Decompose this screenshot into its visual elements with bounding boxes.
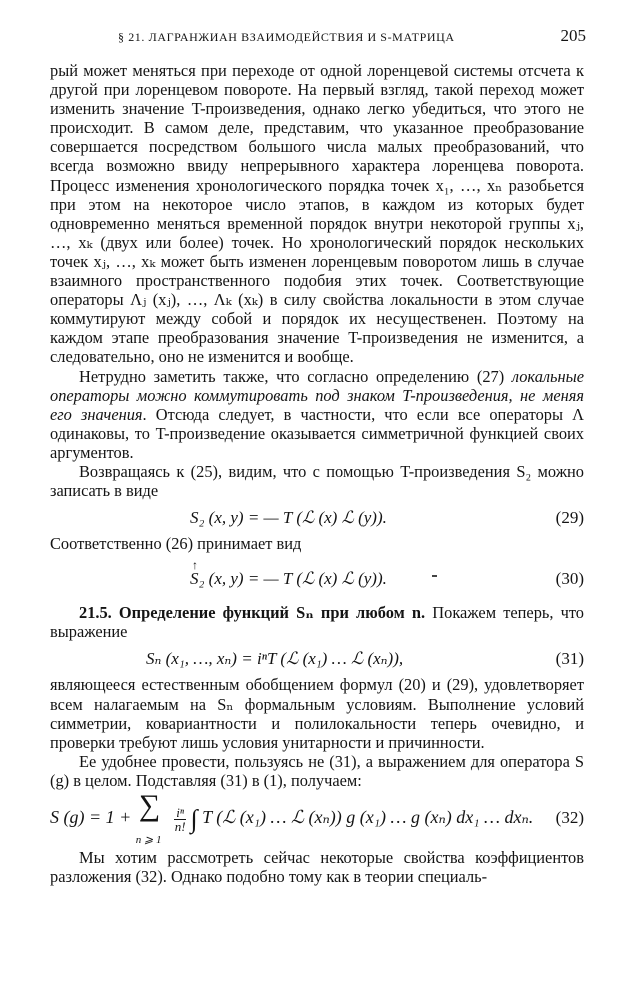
fraction-numerator: iⁿ [176, 804, 184, 820]
equation-31 [50, 641, 584, 675]
equation-29-expr [190, 508, 387, 527]
header-title: § 21. ЛАГРАНЖИАН ВЗАИМОДЕЙСТВИЯ И S-МАТРИЦА [118, 30, 455, 44]
paragraph-generalization: являющееся естественным обобщением формул (20) и (29), удовлетворяет всем налагаемым на Sₙ формальным условиям. Выполнение условий симметрии, ковариантности и полилокальности теперь очевидно, и проверки требуют лишь условия унитарности и причинности. [50, 675, 584, 752]
section-intro: Покажем теперь, что выражение [50, 603, 584, 642]
equation-31-expr [146, 649, 403, 668]
equation-32 [50, 790, 584, 848]
equation-31-number: (31) [555, 649, 584, 669]
equation-30-expr [190, 569, 387, 588]
equation-29 [50, 500, 584, 534]
equation-32-number: (32) [555, 808, 584, 827]
equation-29-number: (29) [555, 508, 584, 528]
paragraph-locality-italic: локальные операторы можно коммутировать под знаком T-произведения, не меняя его значения [50, 366, 584, 424]
paragraph-26: Соответственно (26) принимает вид [50, 534, 302, 554]
section-21-5 [50, 603, 584, 641]
sum-sigma: ∑ [138, 789, 161, 822]
stray-mark [432, 575, 437, 577]
paragraph-locality-text-a: Нетрудно заметить также, что согласно определению (27) [79, 366, 512, 386]
equation-32-lhs: S (g) = 1 + [50, 807, 132, 828]
equation-31-lhs: Sₙ (x₁, …, xₙ) [146, 649, 237, 669]
paragraph-continuation: рый может меняться при переходе от одной лоренцевой системы отсчета к другой при лоренцевом повороте. На первый взгляд, такой переход может изменить значение T-произведения, однако легко убедиться, что этого не происходит. В самом деле, представим, что указанное преобразование совершается посредством большого числа малых преобразований, что всегда возможно ввиду непрерывного характера лоренцева поворота. Процесс изменения хронологического порядка точек x₁, …, xₙ разобьется при этом на некоторое число этапов, в каждом из которых будет одновременно меняться временной порядок внутри некоторой группы xⱼ, …, xₖ (двух или более) точек. Но хронологический порядок нескольких точек xⱼ, …, xₖ может быть изменен лоренцевым поворотом лишь в случае взаимного пространственного подобия этих точек. Соответствующие операторы Λⱼ (xⱼ), …, Λₖ (xₖ) в силу свойства локальности в этом случае коммутируют между собой и порядок их несущественен. Поэтому на каждом этапе преобразования значение T-произведения не изменится, а следовательно, оно не изменится и вообще. [50, 61, 584, 367]
paragraph-final: Мы хотим рассмотреть сейчас некоторые свойства коэффициентов разложения (32). Однако подобно тому как в теории специаль- [50, 848, 584, 887]
equation-30 [50, 553, 584, 597]
paragraph-substitution: Ее удобнее провести, пользуясь не (31), а выражением для оператора S (g) в целом. Подставляя (31) в (1), получаем: [50, 751, 584, 790]
paragraph-locality-text-b: . Отсюда следует, в частности, что если все операторы Λ одинаковы, то T-произведение оказывается симметричной функцией своих аргументов. [50, 404, 584, 462]
paragraph-s2: Возвращаясь к (25), видим, что с помощью T-произведения S₂ можно записать в виде [50, 461, 584, 501]
fraction-denominator: n! [174, 818, 186, 834]
equation-32-expr [50, 789, 534, 846]
equation-30-lhs: ↑ S₂ (x, y) [190, 569, 244, 588]
equation-29-lhs: S₂ (x, y) [190, 508, 244, 528]
fraction [174, 806, 186, 833]
equation-31-rhs: = iⁿT (ℒ (x₁) … ℒ (xₙ)), [241, 649, 404, 669]
sum-symbol [135, 789, 170, 846]
equation-30-rhs: = — T (ℒ (x) ℒ (y)). [247, 569, 387, 589]
page-number: 205 [560, 26, 586, 45]
integral-sign: ∫ [190, 804, 198, 834]
sum-limit: n ⩾ 1 [135, 834, 162, 846]
equation-30-number: (30) [555, 569, 584, 589]
paragraph-locality [50, 367, 584, 462]
page-body [50, 61, 584, 886]
equation-32-integrand: T (ℒ (x₁) … ℒ (xₙ)) g (x₁) … g (xₙ) dx₁ … dxₙ. [202, 807, 534, 828]
equation-29-rhs: = — T (ℒ (x) ℒ (y)). [247, 508, 387, 528]
section-heading: 21.5. Определение функций Sₙ при любом n. [79, 603, 426, 623]
running-header [118, 26, 586, 46]
